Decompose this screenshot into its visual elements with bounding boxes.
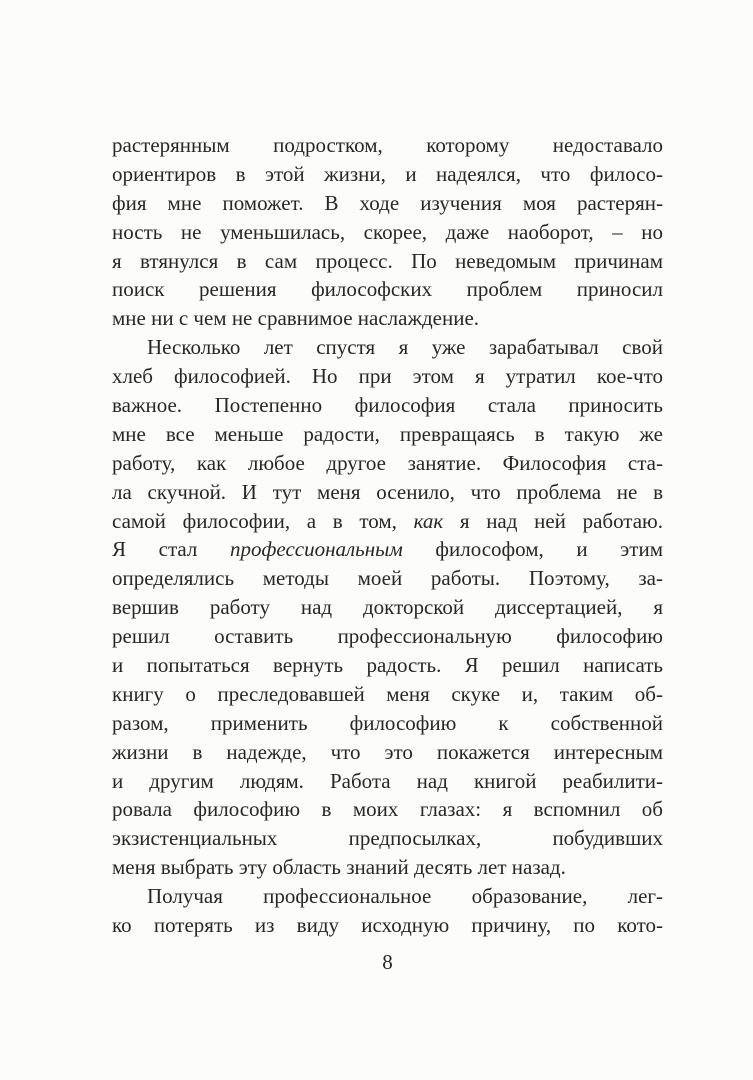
body-text [112, 131, 663, 940]
text-segment: ко потерять из виду исходную причину, по кото- [112, 913, 663, 938]
text-line [112, 911, 663, 940]
text-segment: работу, как любое другое занятие. Философия ста- [112, 450, 663, 475]
text-line [112, 362, 663, 391]
text-line [112, 189, 663, 218]
page-number: 8 [382, 950, 393, 974]
text-segment: определялись методы моей работы. Поэтому, за- [112, 566, 663, 591]
text-line [112, 131, 663, 160]
text-segment: Несколько лет спустя я уже зарабатывал свой [147, 335, 663, 360]
text-line [112, 333, 663, 362]
text-line [112, 535, 663, 564]
text-segment: философом, и этим [402, 537, 663, 562]
text-segment: важное. Постепенно философия стала приносить [112, 393, 663, 418]
italic-text: как [413, 508, 444, 533]
text-segment: фия мне поможет. В ходе изучения моя растерян- [112, 190, 663, 215]
text-segment: мне ни с чем не сравнимое наслаждение. [112, 306, 480, 331]
text-segment: вершив работу над докторской диссертацией, я [112, 595, 663, 620]
text-segment: Я стал [112, 537, 230, 562]
text-segment: книгу о преследовавшей меня скуке и, таким об- [112, 681, 663, 706]
text-line [112, 304, 663, 333]
text-line [112, 420, 663, 449]
text-segment: ориентиров в этой жизни, и надеялся, что филосо- [112, 161, 663, 186]
text-line [112, 767, 663, 796]
text-segment: поиск решения философских проблем приносил [112, 277, 663, 302]
text-segment: растерянным подростком, которому недоставало [112, 133, 663, 157]
text-segment: самой философии, а в том, [112, 508, 414, 533]
text-line [112, 622, 663, 651]
text-segment: и другим людям. Работа над книгой реабилити- [112, 768, 663, 793]
text-segment: Получая профессиональное образование, лег- [147, 884, 663, 909]
text-line [112, 507, 663, 536]
text-line [112, 449, 663, 478]
text-segment: решил оставить профессиональную философию [112, 624, 663, 649]
text-segment: экзистенциальных предпосылках, побудивших [112, 826, 663, 851]
text-line [112, 391, 663, 420]
text-segment: ность не уменьшилась, скорее, даже наоборот, – но [112, 219, 663, 244]
text-segment: хлеб философией. Но при этом я утратил кое-что [112, 364, 663, 389]
text-segment: ровала философию в моих глазах: я вспомнил об [112, 797, 663, 822]
text-segment: ла скучной. И тут меня осенило, что проблема не в [112, 479, 663, 504]
text-line [112, 795, 663, 824]
text-segment: жизни в надежде, что это покажется интересным [112, 739, 663, 764]
text-segment: мне все меньше радости, превращаясь в такую же [112, 421, 663, 446]
text-line [112, 882, 663, 911]
text-line [112, 478, 663, 507]
text-segment: я над ней работаю. [443, 508, 663, 533]
text-line [112, 680, 663, 709]
text-line [112, 824, 663, 853]
text-line [112, 593, 663, 622]
text-line [112, 709, 663, 738]
text-line [112, 738, 663, 767]
text-line [112, 160, 663, 189]
italic-text: профессиональным [229, 537, 403, 562]
text-segment: разом, применить философию к собственной [112, 710, 663, 735]
text-line [112, 853, 663, 882]
text-line [112, 218, 663, 247]
text-line [112, 564, 663, 593]
text-segment: и попытаться вернуть радость. Я решил написать [112, 653, 663, 678]
text-segment: меня выбрать эту область знаний десять лет назад. [112, 855, 566, 880]
text-line [112, 651, 663, 680]
text-segment: я втянулся в сам процесс. По неведомым причинам [112, 248, 663, 273]
text-line [112, 275, 663, 304]
text-line [112, 247, 663, 276]
